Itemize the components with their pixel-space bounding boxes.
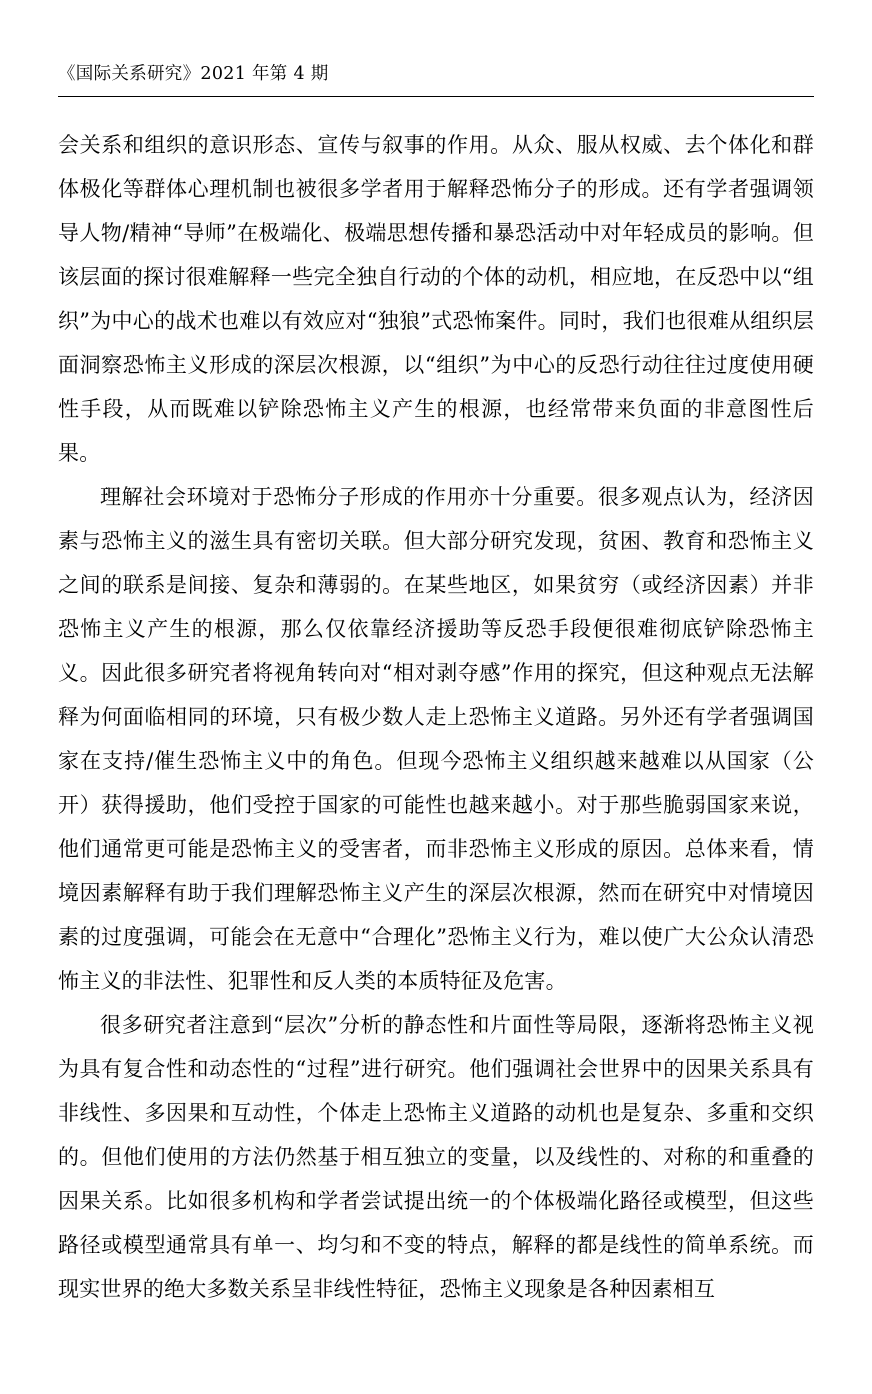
paragraph: 理解社会环境对于恐怖分子形成的作用亦十分重要。很多观点认为，经济因素与恐怖主义的滋生具有密切关联。但大部分研究发现，贫困、教育和恐怖主义之间的联系是间接、复杂和薄弱的。在某些地区，如果贫穷（或经济因素）并非恐怖主义产生的根源，那么仅依靠经济援助等反恐手段便很难彻底铲除恐怖主义。因此很多研究者将视角转向对“相对剥夺感”作用的探究，但这种观点无法解释为何面临相同的环境，只有极少数人走上恐怖主义道路。另外还有学者强调国家在支持/催生恐怖主义中的角色。但现今恐怖主义组织越来越难以从国家（公开）获得援助，他们受控于国家的可能性也越来越小。对于那些脆弱国家来说，他们通常更可能是恐怖主义的受害者，而非恐怖主义形成的原因。总体来看，情境因素解释有助于我们理解恐怖主义产生的深层次根源，然而在研究中对情境因素的过度强调，可能会在无意中“合理化”恐怖主义行为，难以使广大公众认清恐怖主义的非法性、犯罪性和反人类的本质特征及危害。 xyxy=(58,484,814,993)
running-head: 《国际关系研究》2021 年第 4 期 xyxy=(58,62,814,97)
paragraph: 会关系和组织的意识形态、宣传与叙事的作用。从众、服从权威、去个体化和群体极化等群体心理机制也被很多学者用于解释恐怖分子的形成。还有学者强调领导人物/精神“导师”在极端化、极端思想传播和暴恐活动中对年轻成员的影响。但该层面的探讨很难解释一些完全独自行动的个体的动机，相应地，在反恐中以“组织”为中心的战术也难以有效应对“独狼”式恐怖案件。同时，我们也很难从组织层面洞察恐怖主义形成的深层次根源，以“组织”为中心的反恐行动往往过度使用硬性手段，从而既难以铲除恐怖主义产生的根源，也经常带来负面的非意图性后果。 xyxy=(58,132,814,465)
body-text xyxy=(58,123,814,1311)
paragraph: 很多研究者注意到“层次”分析的静态性和片面性等局限，逐渐将恐怖主义视为具有复合性和动态性的“过程”进行研究。他们强调社会世界中的因果关系具有非线性、多因果和互动性，个体走上恐怖主义道路的动机也是复杂、多重和交织的。但他们使用的方法仍然基于相互独立的变量，以及线性的、对称的和重叠的因果关系。比如很多机构和学者尝试提出统一的个体极端化路径或模型，但这些路径或模型通常具有单一、均匀和不变的特点，解释的都是线性的简单系统。而现实世界的绝大多数关系呈非线性特征，恐怖主义现象是各种因素相互 xyxy=(58,1012,814,1301)
